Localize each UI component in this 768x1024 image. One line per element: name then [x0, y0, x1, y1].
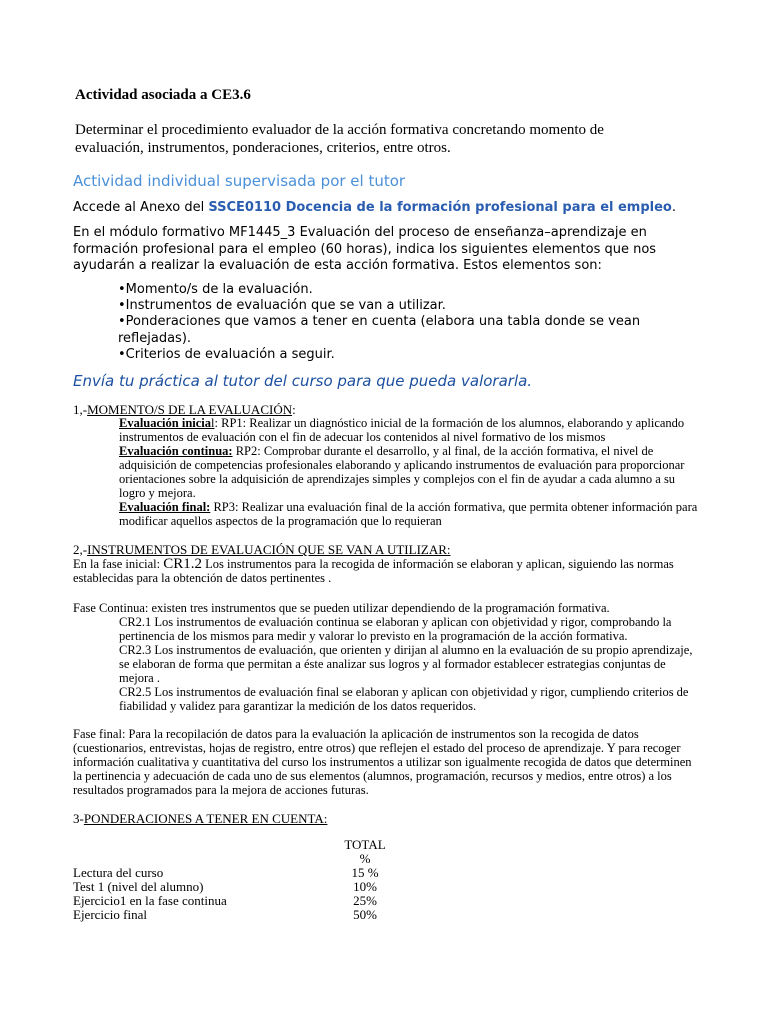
access-suffix: . — [671, 200, 677, 215]
row-label: Test 1 (nivel del alumno) — [73, 879, 204, 894]
list-item: •Ponderaciones que vamos a tener en cuenta (elabora una tabla donde se vean reflejadas). — [118, 314, 641, 346]
section1-title: MOMENTO/S DE LA EVALUACIÓN — [87, 402, 293, 417]
eval-final-text: RP3: Realizar una evaluación final de la acción formativa, que permita obtener información para modificar aquellos aspectos de la programación que lo requieran — [119, 500, 698, 528]
table-row — [73, 880, 389, 894]
page-title: Actividad asociada a CE3.6 — [75, 87, 251, 103]
table-header-row — [73, 838, 389, 866]
row-value: 10% — [353, 879, 377, 894]
access-paragraph — [73, 200, 676, 215]
annex-link[interactable]: SSCE0110 Docencia de la formación profesional para el empleo — [208, 200, 672, 215]
section2-heading — [73, 542, 451, 558]
fase-inicial-prefix: En la fase inicial: — [73, 557, 164, 571]
access-prefix: Accede al Anexo del — [73, 200, 209, 215]
total-header: TOTAL % — [344, 837, 386, 866]
fase-continua-intro: Fase Continua: existen tres instrumentos que se pueden utilizar dependiendo de la programación formativa. — [73, 601, 610, 615]
table-row — [73, 894, 389, 908]
list-item: •Instrumentos de evaluación que se van a utilizar. — [118, 298, 446, 314]
section3-heading — [73, 811, 327, 827]
fase-final-paragraph: Fase final: Para la recopilación de datos para la evaluación la aplicación de instrumentos son la recogida de datos (cuestionarios, entrevistas, hojas de registro, entre otros) que reflejen el estado del proceso de aprendizaje. Y para recoger información cualitativa y cuantitativa del curso los instrumentos a utilizar son igualmente recogida de datos que determinen la pertinencia y adecuación de cada uno de sus elementos (alumnos, programación, recursos y medios, entre otros) a los resultados programados para la mejora de acciones futuras. — [73, 727, 692, 797]
cr2-3-item: CR2.3 Los instrumentos de evaluación, que orienten y dirijan al alumno en la evaluación de su propio aprendizaje, se elaboran de forma que permitan a éste analizar sus logros y al formador establecer estrategias conjuntas de mejora . — [119, 643, 693, 685]
row-label: Ejercicio1 en la fase continua — [73, 893, 227, 908]
fase-inicial-code: CR1.2 — [163, 556, 203, 572]
weights-table — [73, 838, 389, 922]
module-paragraph: En el módulo formativo MF1445_3 Evaluación del proceso de enseñanza–aprendizaje en formación profesional para el empleo (60 horas), indica los siguientes elementos que nos ayudarán a realizar la evaluación de esta acción formativa. Estos elementos son: — [73, 225, 657, 273]
row-label: Ejercicio final — [73, 907, 147, 922]
list-item: •Criterios de evaluación a seguir. — [118, 346, 335, 362]
eval-continua-label: Evaluación continua: — [119, 444, 233, 458]
eval-inicial-label: Evaluación inicia — [119, 416, 212, 430]
cr2-5-item: CR2.5 Los instrumentos de evaluación final se elaboran y aplican con objetividad y rigor, cumpliendo criterios de fiabilidad y validez para garantizar la medición de los datos requeridos. — [119, 685, 689, 713]
section1-colon: : — [292, 402, 296, 417]
intro-paragraph: Determinar el procedimiento evaluador de la acción formativa concretando momento de evaluación, instrumentos, ponderaciones, criterios, entre otros. — [75, 122, 604, 156]
row-label: Lectura del curso — [73, 865, 164, 880]
section2-title: INSTRUMENTOS DE EVALUACIÓN QUE SE VAN A UTILIZAR: — [87, 542, 451, 557]
eval-continua — [119, 444, 699, 500]
row-value: 25% — [353, 893, 377, 908]
submit-instruction: Envía tu práctica al tutor del curso para que pueda valorarla. — [73, 372, 533, 390]
eval-final-label: Evaluación final: — [119, 500, 211, 514]
fase-inicial-text: Los instrumentos para la recogida de información se elaboran y aplican, siguiendo las normas establecidas para la obtención de datos pertinentes . — [73, 557, 674, 585]
eval-continua-text: RP2: Comprobar durante el desarrollo, y al final, de la acción formativa, el nivel de adquisición de competencias profesionales elaborando y aplicando instrumentos de evaluación para proporcionar orientaciones sobre la adquisición de aprendizajes simples y complejos con el fin de ayudar a cada alumno a su logro y mejora. — [119, 444, 685, 500]
eval-inicial-label-tail: l — [211, 416, 215, 430]
eval-inicial-text: : RP1: Realizar un diagnóstico inicial de la formación de los alumnos, elaborando y aplicando instrumentos de evaluación con el fin de adecuar los contenidos al nivel formativo de los mismos — [119, 416, 685, 444]
row-value: 15 % — [351, 865, 379, 880]
fase-inicial-paragraph — [73, 557, 697, 585]
table-row — [73, 908, 389, 922]
section3-title: PONDERACIONES A TENER EN CUENTA: — [83, 811, 328, 826]
elements-list — [118, 282, 678, 363]
list-item: •Momento/s de la evaluación. — [118, 282, 313, 297]
table-row — [73, 866, 389, 880]
subheading: Actividad individual supervisada por el tutor — [73, 172, 406, 190]
cr2-1-item: CR2.1 Los instrumentos de evaluación continua se elaboran y aplican con objetividad y rigor, comprobando la pertinencia de los mismos para medir y valorar lo previsto en la programación de la acción formativa. — [119, 615, 672, 643]
section3-number: 3- — [73, 811, 84, 826]
eval-inicial — [119, 416, 699, 444]
row-value: 50% — [353, 907, 377, 922]
section1-number: 1,- — [73, 402, 88, 417]
eval-final — [119, 500, 699, 528]
section2-number: 2,- — [73, 542, 88, 557]
